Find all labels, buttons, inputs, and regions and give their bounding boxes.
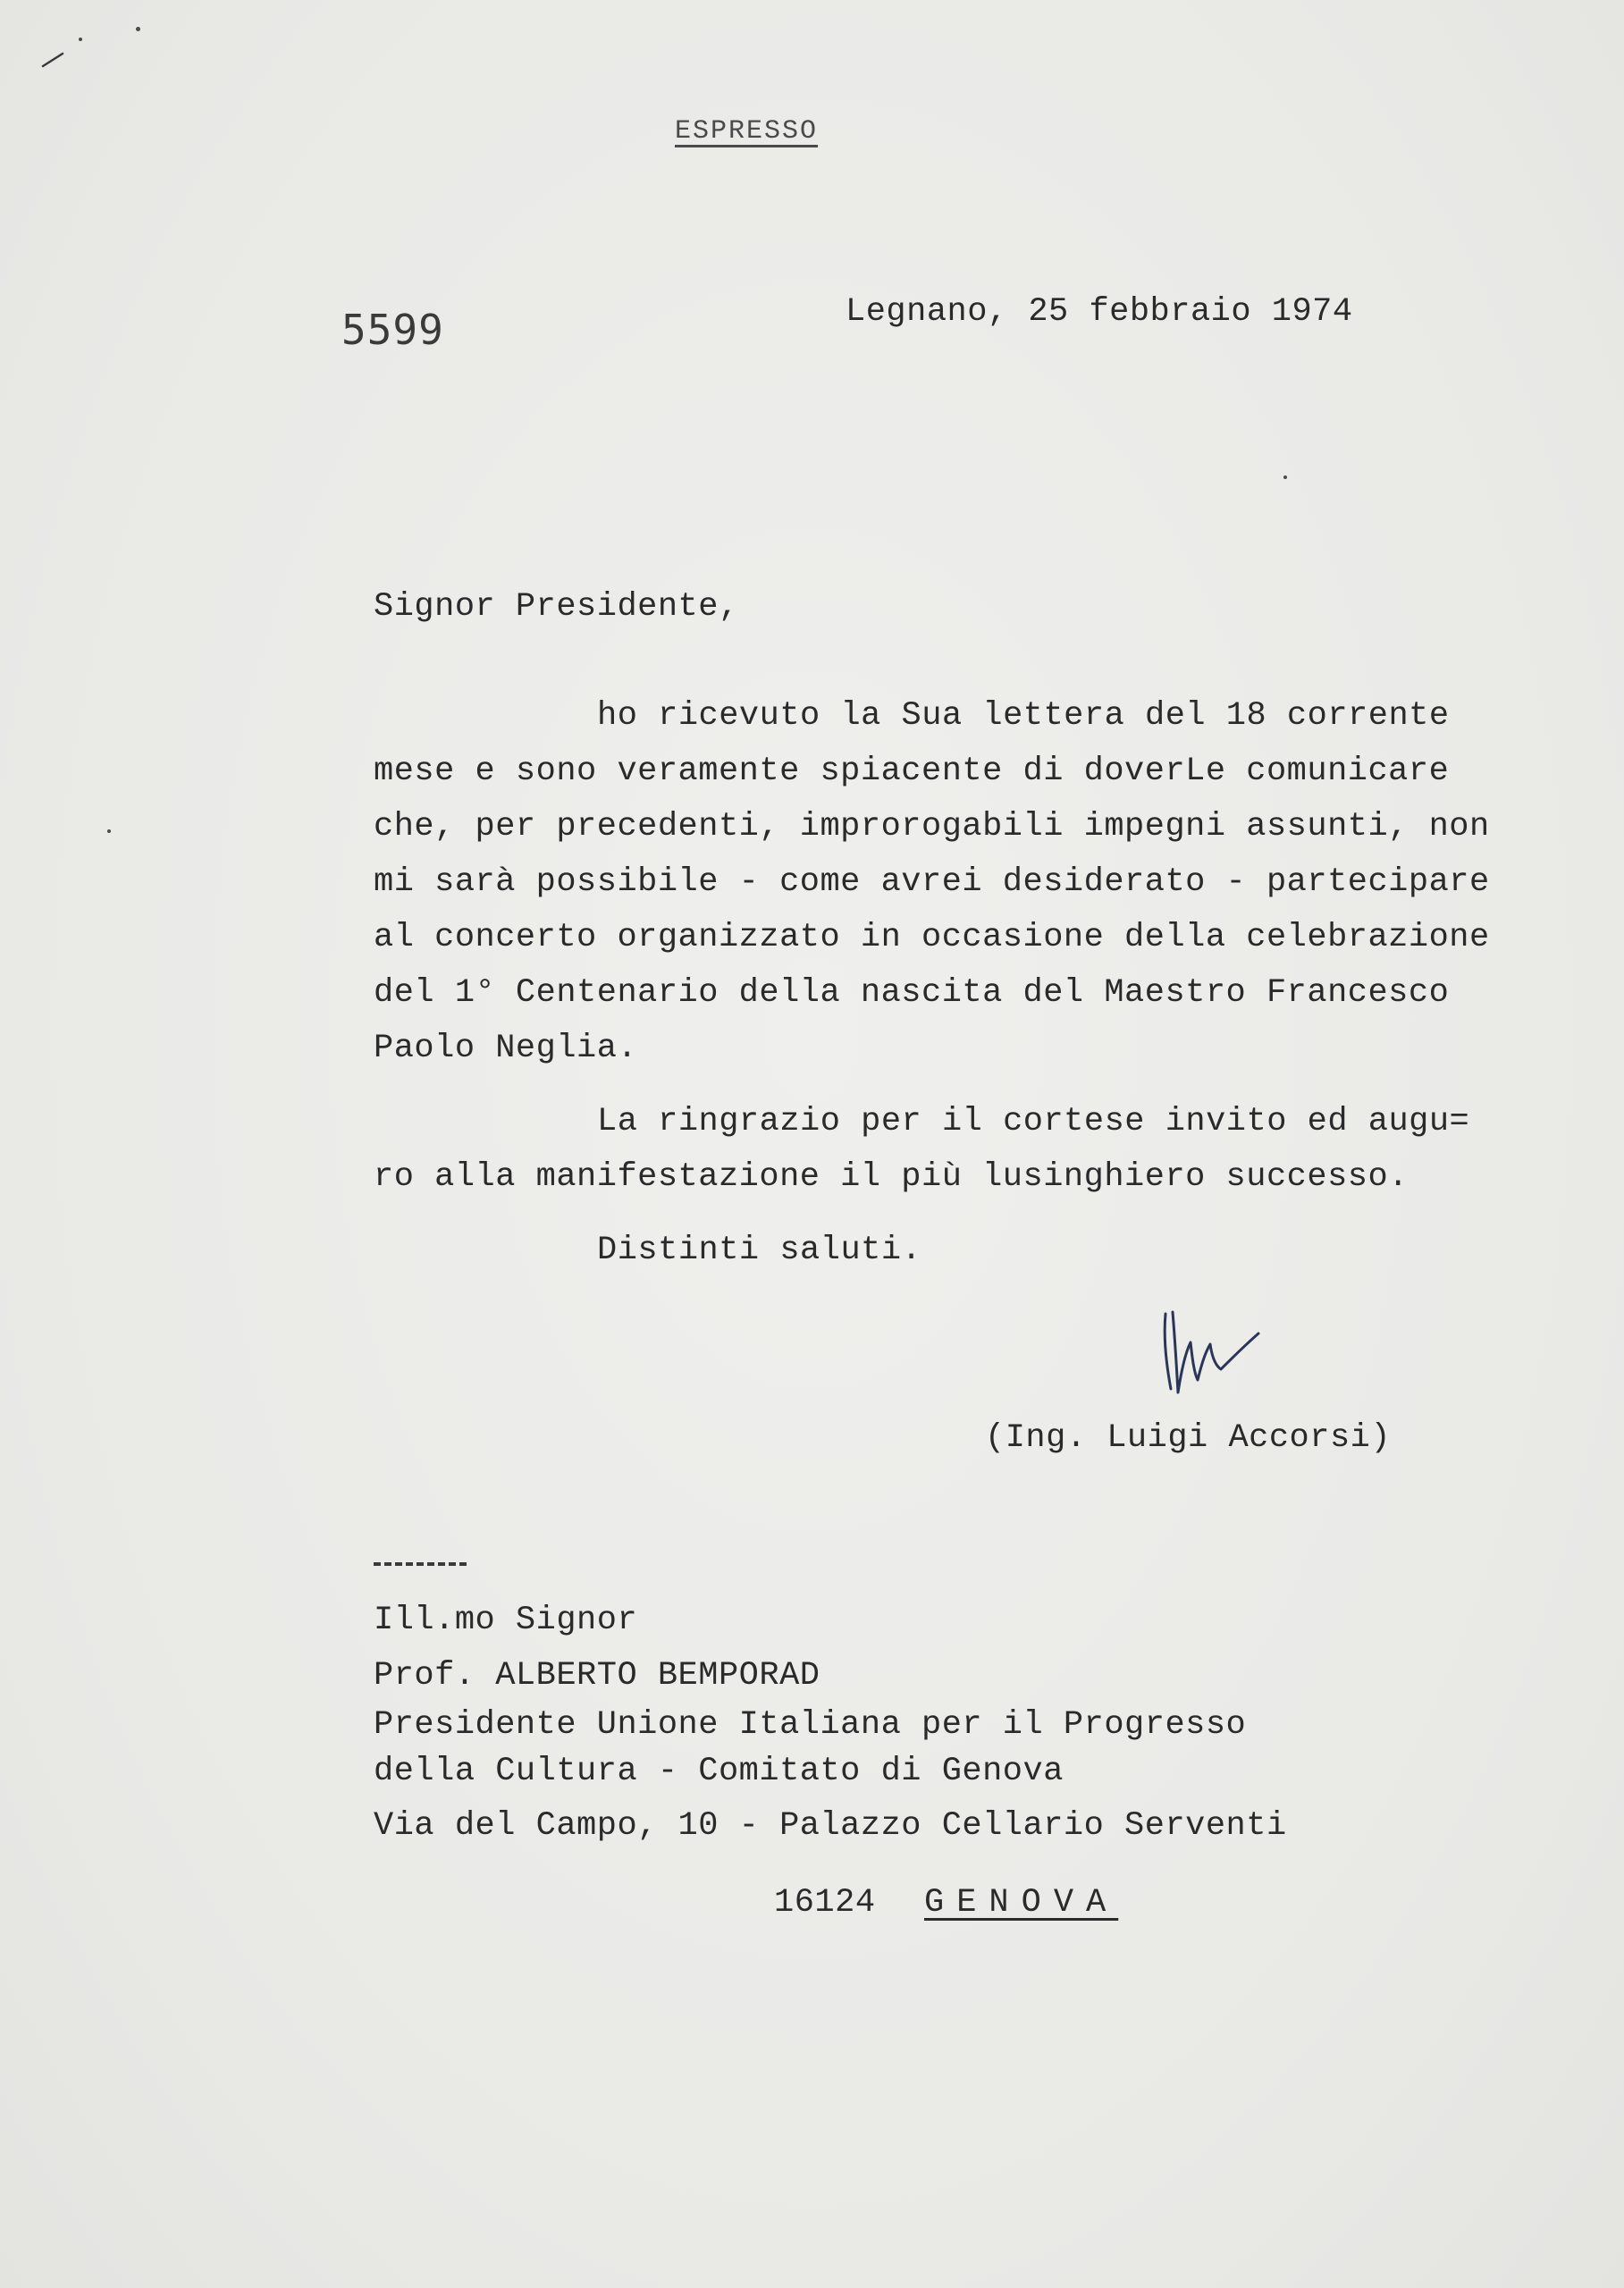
body-line: ho ricevuto la Sua lettera del 18 corrente bbox=[597, 697, 1450, 735]
paper-speck bbox=[1283, 475, 1287, 479]
destination-city: GENOVA bbox=[924, 1884, 1119, 1922]
address-line: della Cultura - Comitato di Genova bbox=[374, 1753, 1064, 1790]
body-line: del 1° Centenario della nascita del Maestro Francesco bbox=[374, 974, 1450, 1012]
postal-code: 16124 bbox=[774, 1884, 876, 1922]
signatory-name: (Ing. Luigi Accorsi) bbox=[985, 1419, 1392, 1457]
corner-pencil-mark bbox=[39, 45, 75, 72]
body-line: La ringrazio per il cortese invito ed augu= bbox=[597, 1103, 1470, 1140]
paper-speck bbox=[136, 27, 140, 31]
body-line: mi sarà possibile - come avrei desiderato - partecipare bbox=[374, 863, 1490, 901]
place-date: Legnano, 25 febbraio 1974 bbox=[846, 293, 1353, 331]
address-line: Ill.mo Signor bbox=[374, 1602, 638, 1639]
body-line: che, per precedenti, improrogabili impegni assunti, non bbox=[374, 808, 1490, 845]
protocol-number: 5599 bbox=[341, 306, 444, 354]
address-line: Via del Campo, 10 - Palazzo Cellario Serventi bbox=[374, 1807, 1287, 1845]
espresso-mark: ESPRESSO bbox=[675, 116, 819, 147]
body-line: al concerto organizzato in occasione della celebrazione bbox=[374, 919, 1490, 956]
address-line: Presidente Unione Italiana per il Progresso bbox=[374, 1706, 1247, 1744]
closing: Distinti saluti. bbox=[597, 1232, 922, 1269]
body-line: Paolo Neglia. bbox=[374, 1030, 638, 1067]
handwritten-signature bbox=[1146, 1307, 1271, 1405]
salutation: Signor Presidente, bbox=[374, 588, 739, 626]
body-line: ro alla manifestazione il più lusinghiero successo. bbox=[374, 1158, 1409, 1196]
address-line: Prof. ALBERTO BEMPORAD bbox=[374, 1657, 820, 1695]
paper-speck bbox=[107, 829, 111, 833]
separator-dashes bbox=[374, 1562, 467, 1566]
paper-speck bbox=[79, 38, 82, 41]
body-line: mese e sono veramente spiacente di doverLe comunicare bbox=[374, 753, 1450, 790]
